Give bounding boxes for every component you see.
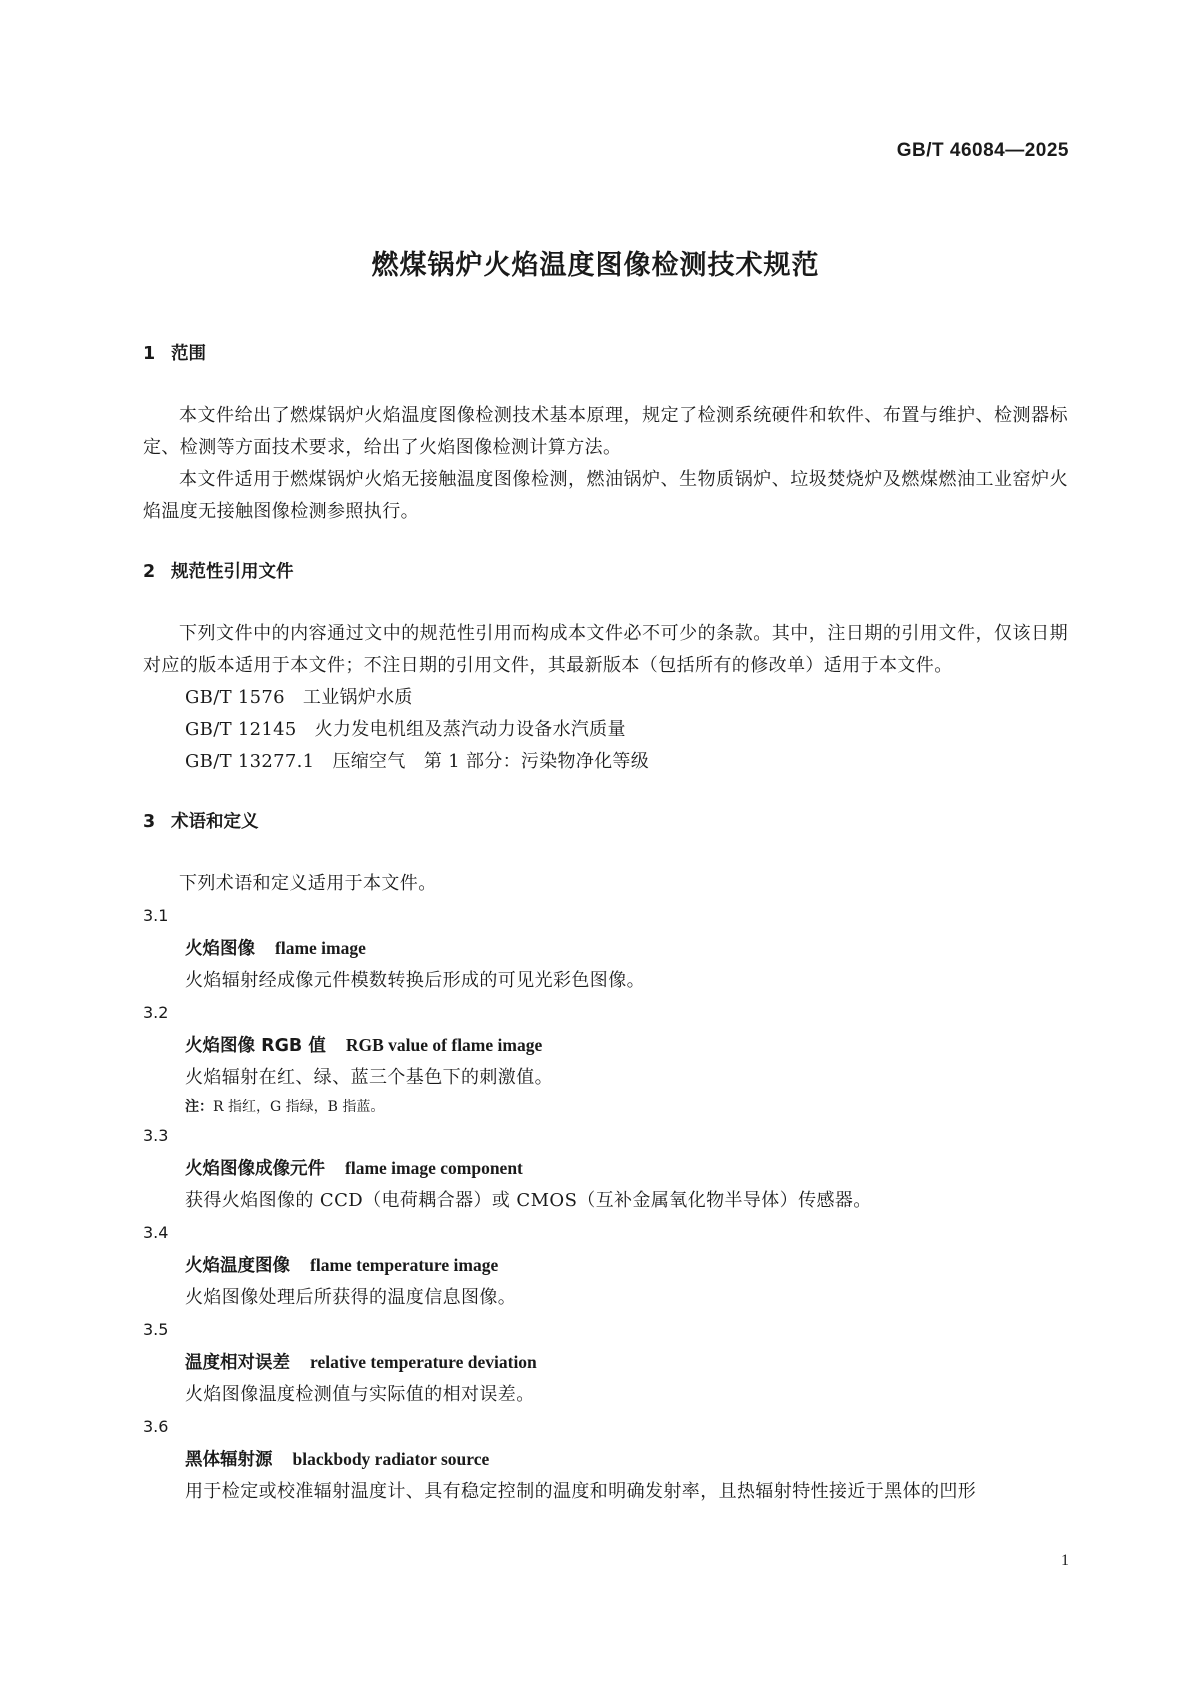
term-name-en: blackbody radiator source bbox=[292, 1449, 490, 1469]
term-number: 3.4 bbox=[143, 1223, 169, 1242]
reference-item bbox=[143, 714, 1068, 746]
term-name bbox=[143, 1152, 1068, 1185]
term-definition: 火焰图像处理后所获得的温度信息图像。 bbox=[185, 1287, 517, 1308]
reference-item bbox=[143, 746, 1068, 778]
reference-title: 压缩空气 第 1 部分：污染物净化等级 bbox=[332, 751, 650, 772]
section-title: 范围 bbox=[171, 344, 206, 364]
term-number: 3.6 bbox=[143, 1417, 169, 1436]
term-note bbox=[143, 1094, 1068, 1120]
section-heading-normative-references bbox=[143, 558, 1068, 586]
paragraph: 本文件给出了燃煤锅炉火焰温度图像检测技术基本原理，规定了检测系统硬件和软件、布置与维护、检测器标定、检测等方面技术要求，给出了火焰图像检测计算方法。 bbox=[143, 405, 1068, 458]
term-definition: 火焰辐射经成像元件模数转换后形成的可见光彩色图像。 bbox=[185, 970, 645, 991]
term-name bbox=[143, 1249, 1068, 1282]
reference-title: 火力发电机组及蒸汽动力设备水汽质量 bbox=[314, 719, 626, 740]
term-name bbox=[143, 1346, 1068, 1379]
term-name bbox=[143, 1029, 1068, 1062]
note-text: R 指红，G 指绿，B 指蓝。 bbox=[213, 1099, 385, 1115]
term-definition: 用于检定或校准辐射温度计、具有稳定控制的温度和明确发射率，且热辐射特性接近于黑体的凹形 bbox=[185, 1481, 977, 1502]
term-definition: 火焰辐射在红、绿、蓝三个基色下的刺激值。 bbox=[185, 1067, 553, 1088]
term-number: 3.1 bbox=[143, 906, 169, 925]
section-title: 规范性引用文件 bbox=[171, 562, 294, 582]
reference-item bbox=[143, 682, 1068, 714]
standard-code: GB/T 46084—2025 bbox=[896, 140, 1069, 161]
term-definition: 获得火焰图像的 CCD（电荷耦合器）或 CMOS（互补金属氧化物半导体）传感器。 bbox=[185, 1190, 872, 1211]
note-label: 注： bbox=[185, 1099, 213, 1115]
document-title: 燃煤锅炉火焰温度图像检测技术规范 bbox=[371, 250, 820, 281]
term-name-zh: 火焰图像 RGB 值 bbox=[185, 1036, 326, 1056]
term-name-en: flame image component bbox=[345, 1158, 523, 1178]
reference-code: GB/T 1576 bbox=[185, 687, 285, 708]
term-name-en: flame temperature image bbox=[310, 1255, 499, 1275]
reference-title: 工业锅炉水质 bbox=[302, 687, 413, 708]
term-number: 3.5 bbox=[143, 1320, 169, 1339]
paragraph: 下列术语和定义适用于本文件。 bbox=[179, 873, 437, 894]
page-number: 1 bbox=[1061, 1552, 1069, 1569]
section-heading-scope bbox=[143, 340, 1068, 368]
term-name-en: flame image bbox=[275, 938, 366, 958]
term-name-zh: 火焰图像成像元件 bbox=[185, 1159, 325, 1179]
section-number: 1 bbox=[143, 344, 156, 364]
term-name-en: RGB value of flame image bbox=[345, 1035, 543, 1055]
reference-code: GB/T 12145 bbox=[185, 719, 297, 740]
section-title: 术语和定义 bbox=[171, 812, 259, 832]
paragraph: 下列文件中的内容通过文中的规范性引用而构成本文件必不可少的条款。其中，注日期的引用文件，仅该日期对应的版本适用于本文件；不注日期的引用文件，其最新版本（包括所有的修改单）适用于本文件。 bbox=[143, 623, 1068, 676]
term-name-zh: 火焰图像 bbox=[185, 939, 255, 959]
term-name-zh: 温度相对误差 bbox=[185, 1353, 290, 1373]
document-body bbox=[143, 340, 1068, 1508]
section-number: 3 bbox=[143, 812, 156, 832]
paragraph: 本文件适用于燃煤锅炉火焰无接触温度图像检测，燃油锅炉、生物质锅炉、垃圾焚烧炉及燃煤燃油工业窑炉火焰温度无接触图像检测参照执行。 bbox=[143, 469, 1068, 522]
reference-code: GB/T 13277.1 bbox=[185, 751, 315, 772]
term-name-zh: 黑体辐射源 bbox=[185, 1450, 273, 1470]
term-number: 3.2 bbox=[143, 1003, 169, 1022]
term-name bbox=[143, 932, 1068, 965]
term-name-en: relative temperature deviation bbox=[310, 1352, 537, 1372]
term-name bbox=[143, 1443, 1068, 1476]
term-definition: 火焰图像温度检测值与实际值的相对误差。 bbox=[185, 1384, 535, 1405]
term-number: 3.3 bbox=[143, 1126, 169, 1145]
term-name-zh: 火焰温度图像 bbox=[185, 1256, 290, 1276]
section-number: 2 bbox=[143, 562, 156, 582]
section-heading-terms bbox=[143, 808, 1068, 836]
